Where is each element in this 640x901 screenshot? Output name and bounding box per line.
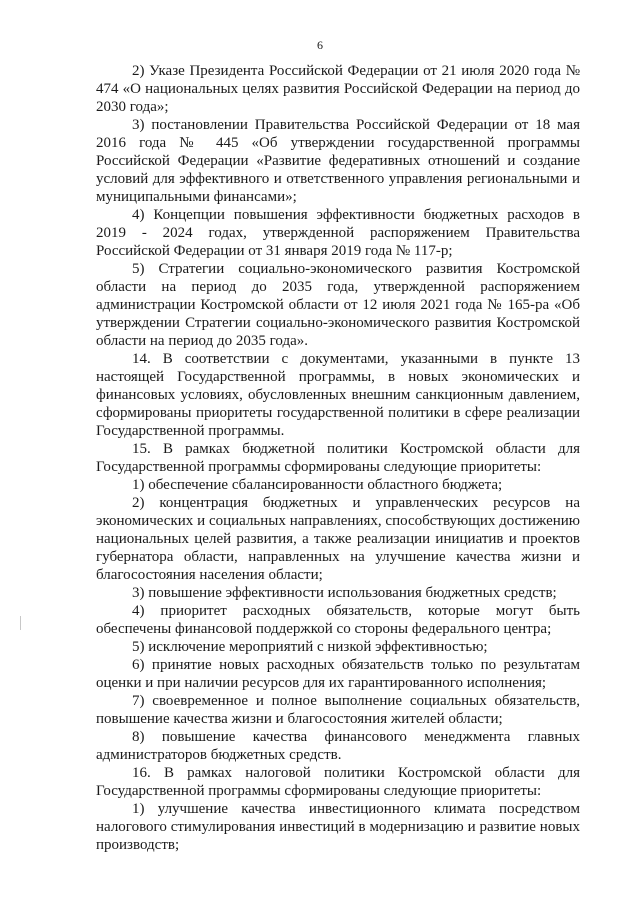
list-item-15-8: 8) повышение качества финансового менеджмента главных администраторов бюджетных средств. [96,729,580,763]
list-item-16-1: 1) улучшение качества инвестиционного климата посредством налогового стимулирования инвестиций в модернизацию и развитие новых производств; [96,801,580,853]
list-item-15-4: 4) приоритет расходных обязательств, которые могут быть обеспечены финансовой поддержкой со стороны федерального центра; [96,603,580,637]
paragraph-item-15: 15. В рамках бюджетной политики Костромской области для Государственной программы сформированы следующие приоритеты: [96,441,580,475]
paragraph-concept-117: 4) Концепции повышения эффективности бюджетных расходов в 2019 - 2024 годах, утвержденной распоряжением Правительства Российской Федерации от 31 января 2019 года № 117-р; [96,207,580,259]
list-item-15-1: 1) обеспечение сбалансированности областного бюджета; [132,477,503,493]
paragraph-resolution-445: 3) постановлении Правительства Российской Федерации от 18 мая 2016 года № 445 «Об утверждении государственной программы Российской Федерации «Развитие федеративных отношений и создание условий для эффективного и ответственного управления региональными и муниципальными финансами»; [96,117,580,205]
paragraph-decree-474: 2) Указе Президента Российской Федерации от 21 июля 2020 года № 474 «О национальных целях развития Российской Федерации на период до 2030 года»; [96,63,580,115]
margin-mark [20,616,21,630]
paragraph-item-16: 16. В рамках налоговой политики Костромской области для Государственной программы сформированы следующие приоритеты: [96,765,580,799]
paragraph-strategy-165: 5) Стратегии социально-экономического развития Костромской области на период до 2035 года, утвержденной распоряжением администрации Костромской области от 12 июля 2021 года № 165-ра «Об утверждении Стратегии социально-экономического развития Костромской области на период до 2035 года». [96,261,580,349]
list-item-15-6: 6) принятие новых расходных обязательств только по результатам оценки и при наличии ресурсов для их гарантированного исполнения; [96,657,580,691]
paragraph-item-14: 14. В соответствии с документами, указанными в пункте 13 настоящей Государственной программы, в новых экономических и финансовых условиях, обусловленных внешним санкционным давлением, сформированы приоритеты государственной политики в сфере реализации Государственной программы. [96,351,580,439]
page-number: 6 [317,38,323,52]
list-item-15-2: 2) концентрация бюджетных и управленческих ресурсов на экономических и социальных направлениях, способствующих достижению национальных целей развития, а также реализации инициатив и проектов губернатора области, направленных на улучшение качества жизни и благосостояния населения области; [96,495,580,583]
list-item-15-5: 5) исключение мероприятий с низкой эффективностью; [132,639,488,655]
list-item-15-3: 3) повышение эффективности использования бюджетных средств; [132,585,557,601]
document-body [96,62,580,854]
list-item-15-7: 7) своевременное и полное выполнение социальных обязательств, повышение качества жизни и благосостояния жителей области; [96,693,580,727]
